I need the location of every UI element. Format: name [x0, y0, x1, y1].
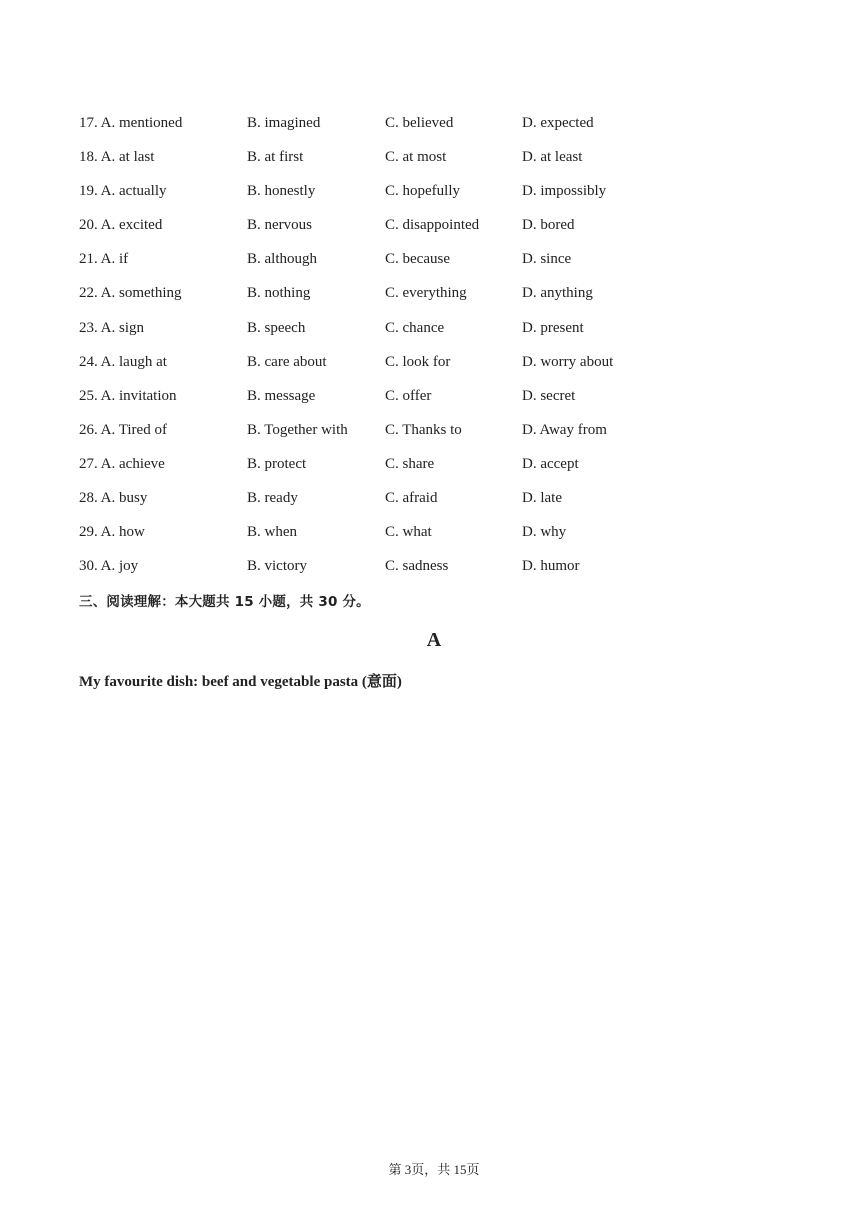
option-b: B. nervous — [247, 217, 312, 234]
cloze-options-list — [79, 113, 799, 590]
option-c: C. offer — [385, 387, 432, 404]
option-a: 17. A. mentioned — [79, 115, 183, 131]
option-a: 23. A. sign — [79, 319, 145, 336]
option-d: D. late — [522, 490, 562, 507]
option-d: D. since — [522, 251, 572, 268]
option-c: C. share — [385, 455, 435, 472]
question-row — [79, 318, 799, 352]
option-b: B. victory — [247, 558, 307, 575]
option-b: B. ready — [247, 490, 298, 507]
option-d: D. humor — [522, 558, 580, 575]
question-row — [79, 249, 799, 283]
option-c: C. sadness — [385, 558, 449, 575]
option-b: B. nothing — [247, 285, 311, 302]
option-b: B. care about — [247, 353, 327, 370]
option-a: 24. A. laugh at — [79, 353, 167, 370]
question-row — [79, 386, 799, 420]
option-a: 26. A. Tired of — [79, 421, 167, 438]
question-row — [79, 420, 799, 454]
option-a: 27. A. achieve — [79, 455, 165, 472]
question-row — [79, 147, 799, 181]
option-d: D. at least — [522, 149, 583, 166]
option-d: D. expected — [522, 115, 594, 131]
option-b: B. protect — [247, 455, 307, 472]
option-a: 22. A. something — [79, 285, 182, 302]
option-c: C. chance — [385, 319, 445, 336]
question-row — [79, 181, 799, 215]
option-d: D. why — [522, 524, 567, 541]
option-d: D. secret — [522, 387, 576, 404]
option-d: D. worry about — [522, 353, 614, 370]
option-d: D. bored — [522, 217, 575, 234]
passage-title: My favourite dish: beef and vegetable pasta (意面) — [79, 674, 402, 690]
option-b: B. Together with — [247, 421, 348, 438]
option-d: D. anything — [522, 285, 593, 302]
option-d: D. accept — [522, 455, 579, 472]
option-b: B. message — [247, 387, 316, 404]
option-a: 21. A. if — [79, 251, 129, 268]
option-b: B. although — [247, 251, 317, 268]
option-a: 19. A. actually — [79, 183, 167, 200]
passage-letter: A — [426, 629, 442, 651]
option-c: C. everything — [385, 285, 467, 302]
option-c: C. what — [385, 524, 432, 541]
question-row — [79, 113, 799, 147]
option-c: C. look for — [385, 353, 451, 370]
question-row — [79, 352, 799, 386]
option-a: 18. A. at last — [79, 149, 155, 166]
option-d: D. Away from — [522, 421, 607, 438]
option-b: B. honestly — [247, 183, 316, 200]
option-c: C. because — [385, 251, 450, 268]
option-a: 29. A. how — [79, 524, 145, 541]
section-heading: 三、阅读理解：本大题共 15 小题，共 30 分。 — [79, 594, 370, 610]
option-a: 30. A. joy — [79, 558, 139, 575]
option-c: C. Thanks to — [385, 421, 462, 438]
option-b: B. when — [247, 524, 297, 541]
question-row — [79, 556, 799, 590]
option-b: B. imagined — [247, 115, 321, 131]
question-row — [79, 454, 799, 488]
page-footer: 第 3页，共 15页 — [388, 1162, 480, 1177]
question-row — [79, 522, 799, 556]
question-row — [79, 215, 799, 249]
option-c: C. hopefully — [385, 183, 460, 200]
option-d: D. impossibly — [522, 183, 607, 200]
option-c: C. disappointed — [385, 217, 480, 234]
question-row — [79, 488, 799, 522]
option-b: B. at first — [247, 149, 304, 166]
option-d: D. present — [522, 319, 584, 336]
option-a: 28. A. busy — [79, 490, 148, 507]
option-a: 20. A. excited — [79, 217, 163, 234]
option-c: C. afraid — [385, 490, 438, 507]
option-a: 25. A. invitation — [79, 387, 177, 404]
option-c: C. at most — [385, 149, 447, 166]
question-row — [79, 283, 799, 317]
option-c: C. believed — [385, 115, 454, 131]
option-b: B. speech — [247, 319, 306, 336]
